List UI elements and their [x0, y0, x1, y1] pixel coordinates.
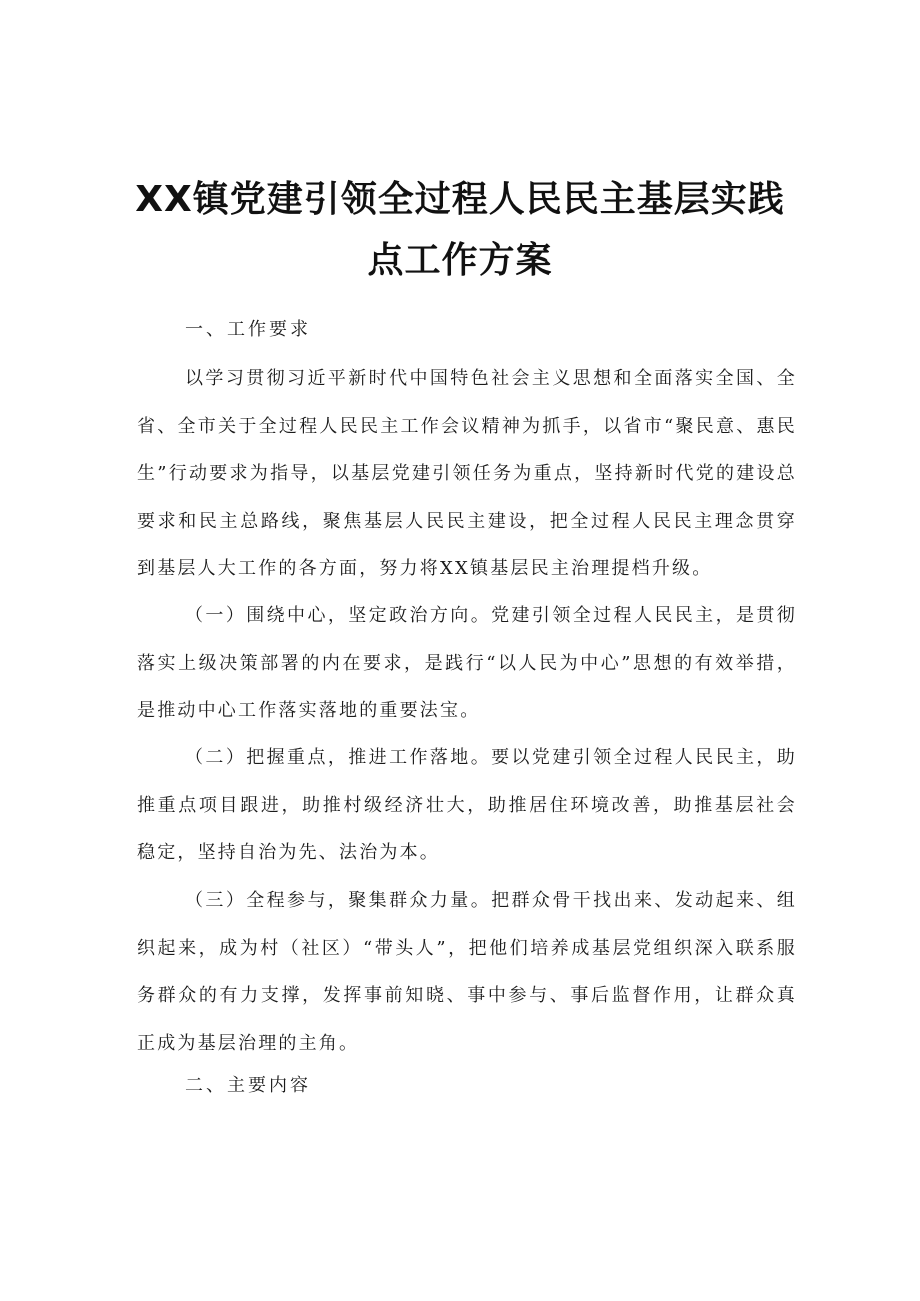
paragraph-point-3: （三）全程参与，聚集群众力量。把群众骨干找出来、发动起来、组织起来，成为村（社区）“带头人”，把他们培养成基层党组织深入联系服务群众的有力支撑，发挥事前知晓、事中参与、事后监督作用，让群众真正成为基层治理的主角。: [137, 890, 797, 1054]
paragraph-intro: 以学习贯彻习近平新时代中国特色社会主义思想和全面落实全国、全省、全市关于全过程人民民主工作会议精神为抓手，以省市“聚民意、惠民生”行动要求为指导，以基层党建引领任务为重点，坚持新时代党的建设总要求和民主总路线，聚焦基层人民民主建设，把全过程人民民主理念贯穿到基层人大工作的各方面，努力将XX镇基层民主治理提档升级。: [137, 368, 797, 579]
paragraph-point-2: （二）把握重点，推进工作落地。要以党建引领全过程人民民主，助推重点项目跟进，助推村级经济壮大，助推居住环境改善，助推基层社会稳定，坚持自治为先、法治为本。: [137, 747, 797, 863]
document-title-line-2: 点工作方案: [367, 240, 553, 281]
paragraph-point-1: （一）围绕中心，坚定政治方向。党建引领全过程人民民主，是贯彻落实上级决策部署的内在要求，是践行“以人民为中心”思想的有效举措，是推动中心工作落实落地的重要法宝。: [137, 605, 797, 721]
section-heading-main-content: 二、主要内容: [185, 1075, 311, 1096]
section-heading-work-requirements: 一、工作要求: [185, 319, 311, 340]
document-title-line-1: XX镇党建引领全过程人民民主基层实践: [135, 179, 785, 220]
